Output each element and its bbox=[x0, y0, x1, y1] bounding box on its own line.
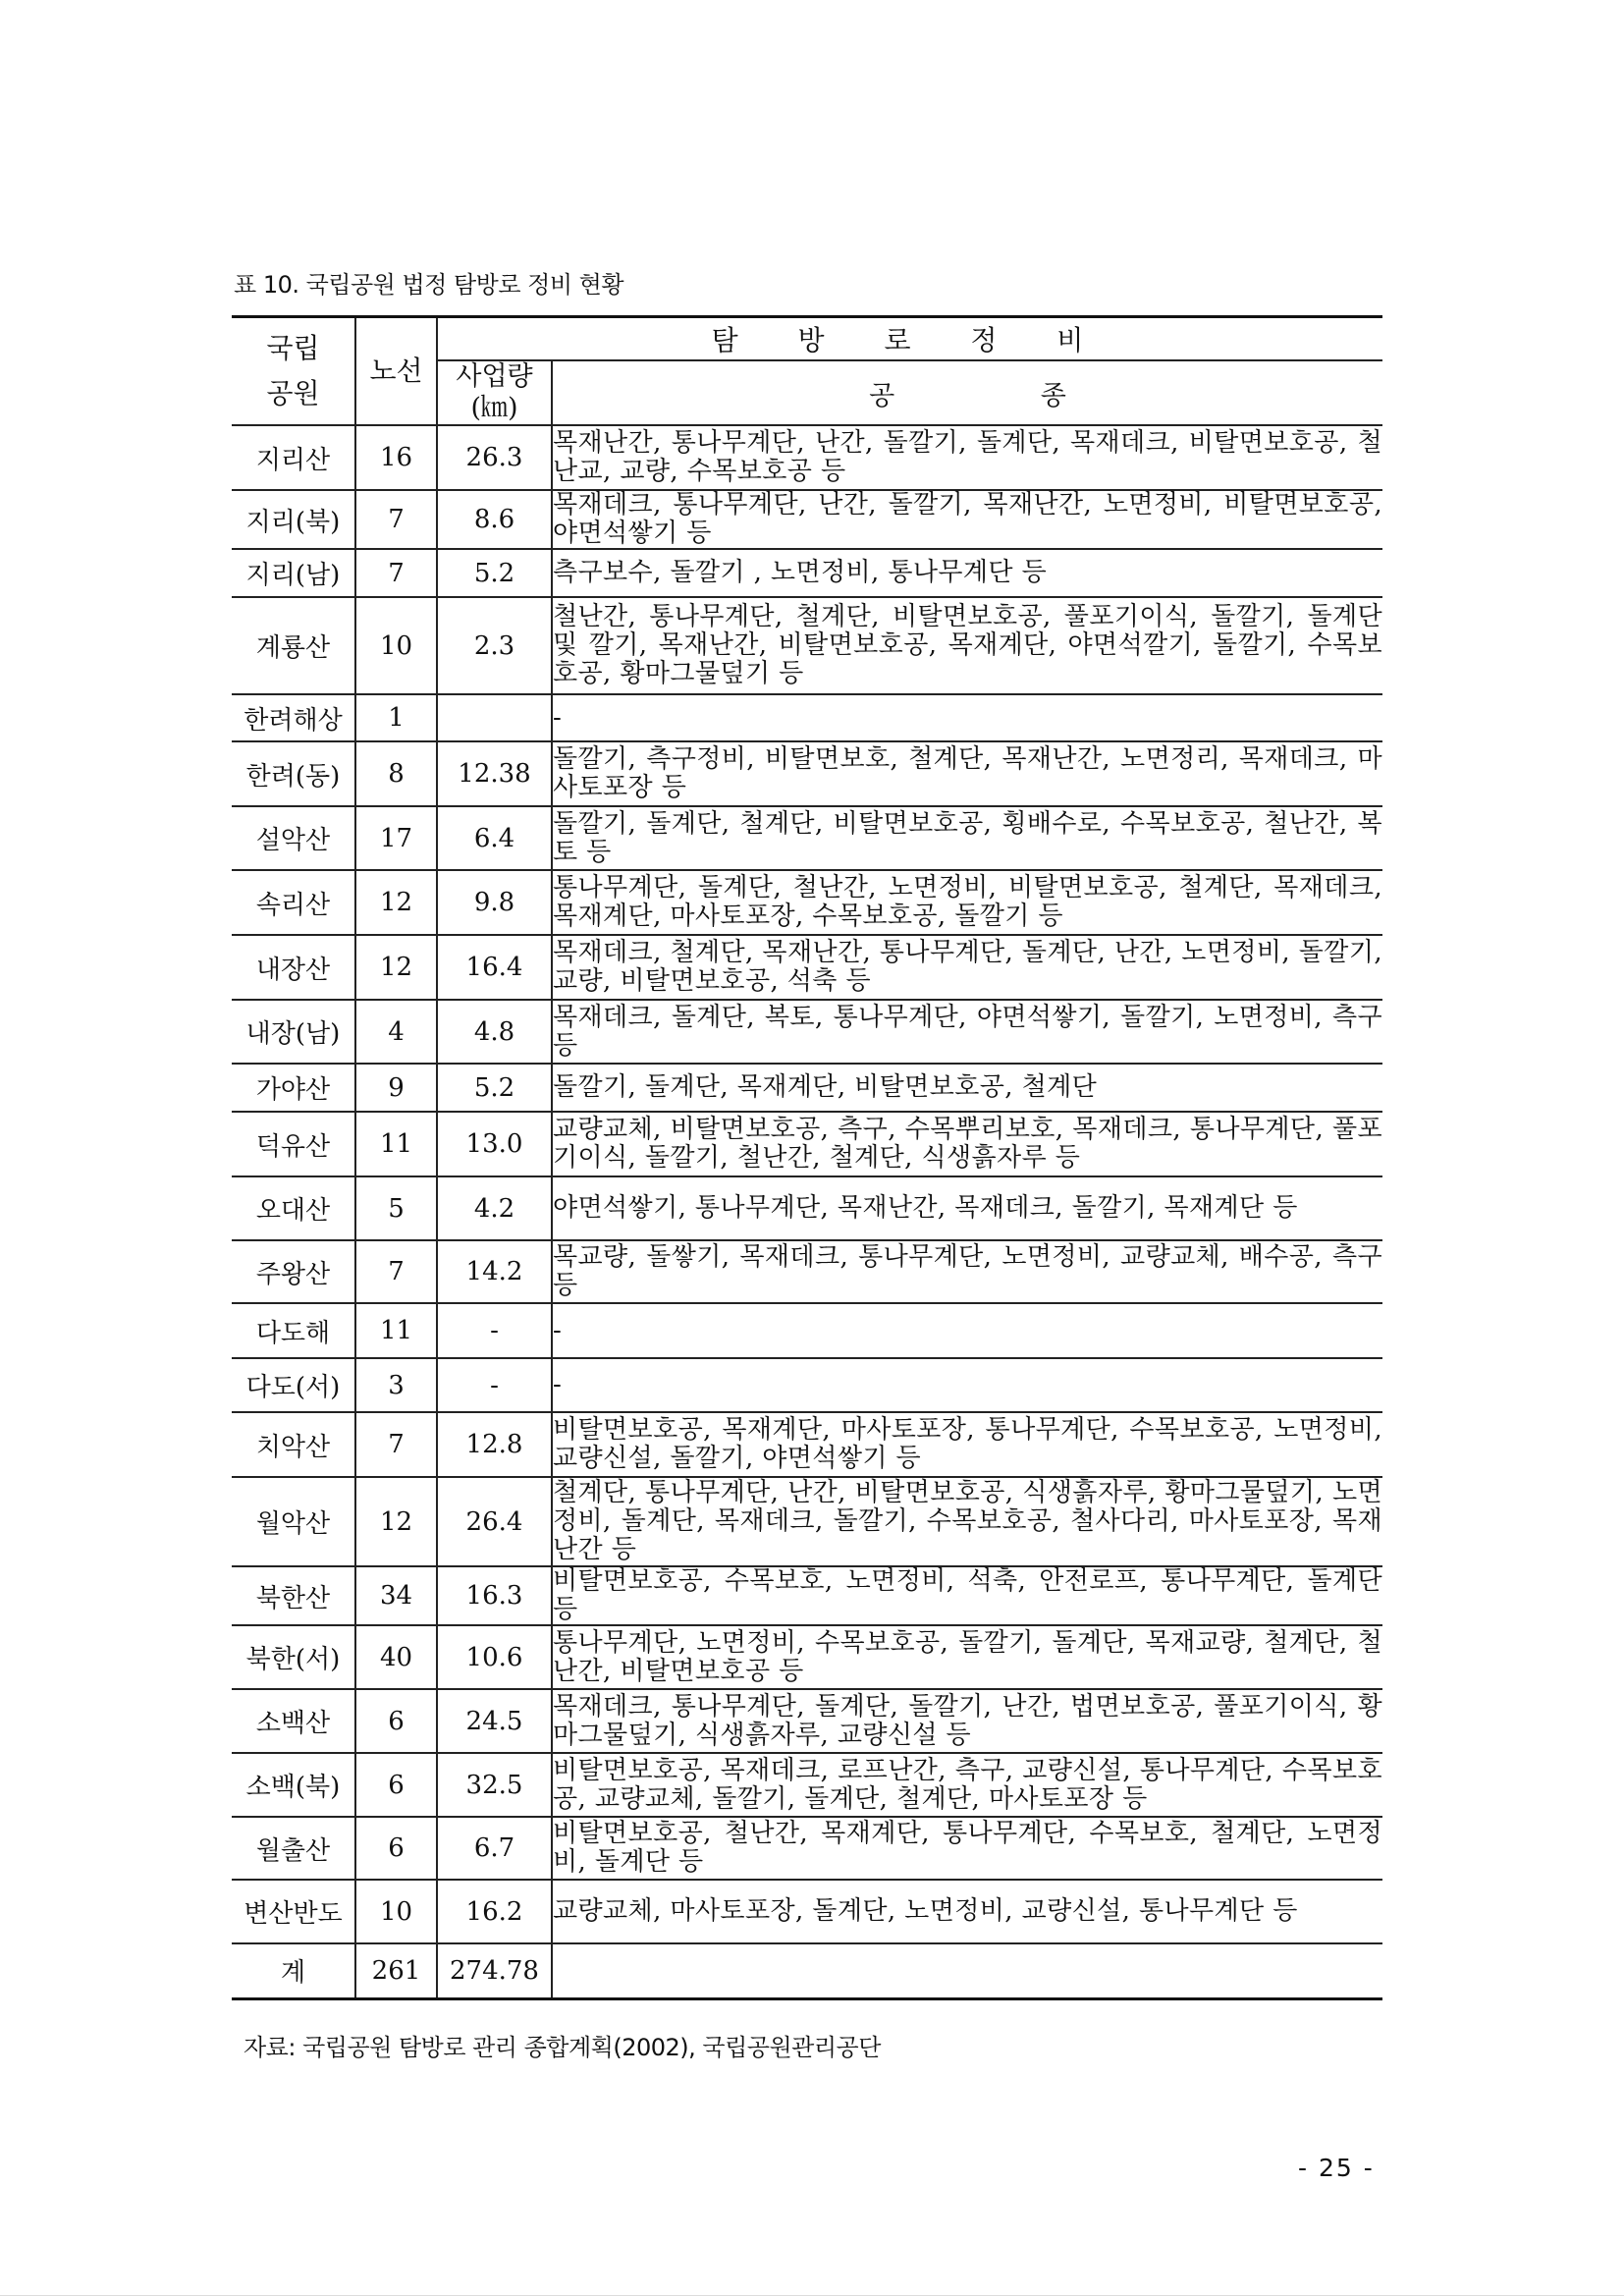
work-cell: 목재데크, 돌계단, 복토, 통나무계단, 야면석쌓기, 돌깔기, 노면정비, 측구 등 bbox=[552, 1000, 1382, 1064]
park-cell: 한려(동) bbox=[232, 741, 355, 806]
routes-cell: 1 bbox=[355, 694, 437, 741]
routes-cell: 7 bbox=[355, 1412, 437, 1477]
amount-cell: 26.3 bbox=[437, 425, 552, 490]
routes-cell: 12 bbox=[355, 1477, 437, 1566]
header-trail-maintenance: 탐 방 로 정 비 bbox=[437, 317, 1382, 361]
routes-cell: 7 bbox=[355, 490, 437, 549]
work-cell: 야면석쌓기, 통나무계단, 목재난간, 목재데크, 돌깔기, 목재계단 등 bbox=[552, 1176, 1382, 1240]
table-row bbox=[232, 1358, 1382, 1412]
source-note: 자료: 국립공원 탐방로 관리 종합계획(2002), 국립공원관리공단 bbox=[244, 2034, 881, 2061]
work-cell: 비탈면보호공, 목재계단, 마사토포장, 통나무계단, 수목보호공, 노면정비, 교량신설, 돌깔기, 야면석쌓기 등 bbox=[552, 1412, 1382, 1477]
routes-cell: 7 bbox=[355, 1240, 437, 1303]
amount-cell: 14.2 bbox=[437, 1240, 552, 1303]
work-cell: 통나무계단, 노면정비, 수목보호공, 돌깔기, 돌계단, 목재교량, 철계단, 철난간, 비탈면보호공 등 bbox=[552, 1625, 1382, 1689]
park-cell: 다도(서) bbox=[232, 1358, 355, 1412]
amount-cell: 6.4 bbox=[437, 806, 552, 870]
amount-cell: 16.4 bbox=[437, 935, 552, 1000]
header-amount-text: 사업량 (㎞) bbox=[456, 361, 533, 423]
table-row bbox=[232, 741, 1382, 806]
header-park-text: 국립 공원 bbox=[266, 332, 320, 410]
routes-cell: 9 bbox=[355, 1064, 437, 1112]
amount-cell: 274.78 bbox=[437, 1943, 552, 1998]
work-cell: 돌깔기, 돌계단, 철계단, 비탈면보호공, 횡배수로, 수목보호공, 철난간, 복토 등 bbox=[552, 806, 1382, 870]
amount-cell: 4.2 bbox=[437, 1176, 552, 1240]
work-cell: 비탈면보호공, 수목보호, 노면정비, 석축, 안전로프, 통나무계단, 돌계단 등 bbox=[553, 1566, 1382, 1624]
amount-cell bbox=[437, 694, 552, 741]
work-cell: 통나무계단, 돌계단, 철난간, 노면정비, 비탈면보호공, 철계단, 목재데크, 목재계단, 마사토포장, 수목보호공, 돌깔기 등 bbox=[552, 870, 1382, 935]
routes-cell: 16 bbox=[355, 425, 437, 490]
amount-cell: 12.8 bbox=[437, 1412, 552, 1477]
amount-cell: - bbox=[437, 1358, 552, 1412]
table-row bbox=[232, 1112, 1382, 1176]
routes-cell: 5 bbox=[355, 1176, 437, 1240]
park-cell: 오대산 bbox=[232, 1176, 355, 1240]
table-row bbox=[232, 1943, 1382, 1998]
park-cell: 북한산 bbox=[232, 1566, 355, 1625]
amount-cell: 12.38 bbox=[437, 741, 552, 806]
park-cell: 지리산 bbox=[232, 425, 355, 490]
work-cell: 목재데크, 철계단, 목재난간, 통나무계단, 돌계단, 난간, 노면정비, 돌깔기, 교량, 비탈면보호공, 석축 등 bbox=[552, 935, 1382, 1000]
work-cell: 돌깔기, 측구정비, 비탈면보호, 철계단, 목재난간, 노면정리, 목재데크, 마사토포장 등 bbox=[552, 741, 1382, 806]
routes-cell: 7 bbox=[355, 549, 437, 597]
park-cell: 설악산 bbox=[232, 806, 355, 870]
table-row bbox=[232, 1064, 1382, 1112]
routes-cell: 4 bbox=[355, 1000, 437, 1064]
routes-cell: 12 bbox=[355, 935, 437, 1000]
routes-cell: 12 bbox=[355, 870, 437, 935]
work-cell: 목교량, 돌쌓기, 목재데크, 통나무계단, 노면정비, 교량교체, 배수공, 측구 등 bbox=[552, 1240, 1382, 1303]
routes-cell: 6 bbox=[355, 1753, 437, 1817]
table-row bbox=[232, 935, 1382, 1000]
park-cell: 소백(북) bbox=[232, 1753, 355, 1817]
park-cell: 월악산 bbox=[232, 1477, 355, 1566]
routes-cell: 11 bbox=[355, 1303, 437, 1358]
table-row bbox=[232, 1412, 1382, 1477]
park-cell: 월출산 bbox=[232, 1817, 355, 1880]
amount-cell: 24.5 bbox=[437, 1689, 552, 1753]
table-row bbox=[232, 1240, 1382, 1303]
work-cell: 철난간, 통나무계단, 철계단, 비탈면보호공, 풀포기이식, 돌깔기, 돌계단 및 깔기, 목재난간, 비탈면보호공, 목재계단, 야면석깔기, 돌깔기, 수목보호공, 황마그물덮기 등 bbox=[552, 597, 1382, 694]
amount-cell: 16.3 bbox=[437, 1566, 552, 1625]
page-number: - 25 - bbox=[1298, 2154, 1375, 2182]
amount-cell: 32.5 bbox=[437, 1753, 552, 1817]
routes-cell: 10 bbox=[355, 597, 437, 694]
amount-cell: 10.6 bbox=[437, 1625, 552, 1689]
amount-cell: 26.4 bbox=[437, 1477, 552, 1566]
table-row bbox=[232, 490, 1382, 549]
park-cell: 속리산 bbox=[232, 870, 355, 935]
work-cell: 목재난간, 통나무계단, 난간, 돌깔기, 돌계단, 목재데크, 비탈면보호공, 철난교, 교량, 수목보호공 등 bbox=[552, 425, 1382, 490]
work-cell: - bbox=[552, 1303, 1382, 1358]
amount-cell: - bbox=[437, 1303, 552, 1358]
table-body bbox=[232, 425, 1382, 1998]
routes-cell: 3 bbox=[355, 1358, 437, 1412]
table-row bbox=[232, 1817, 1382, 1880]
table-row bbox=[232, 425, 1382, 490]
amount-cell: 9.8 bbox=[437, 870, 552, 935]
table-row bbox=[232, 597, 1382, 694]
park-cell: 변산반도 bbox=[232, 1880, 355, 1943]
table-row bbox=[232, 1000, 1382, 1064]
park-cell: 지리(북) bbox=[232, 490, 355, 549]
table-row bbox=[232, 694, 1382, 741]
amount-cell: 13.0 bbox=[437, 1112, 552, 1176]
amount-cell: 5.2 bbox=[437, 549, 552, 597]
park-cell: 덕유산 bbox=[232, 1112, 355, 1176]
routes-cell: 34 bbox=[355, 1566, 437, 1625]
park-cell: 주왕산 bbox=[232, 1240, 355, 1303]
park-cell: 북한(서) bbox=[232, 1625, 355, 1689]
routes-cell: 10 bbox=[355, 1880, 437, 1943]
park-cell: 치악산 bbox=[232, 1412, 355, 1477]
work-cell: 철계단, 통나무계단, 난간, 비탈면보호공, 식생흙자루, 황마그물덮기, 노면정비, 돌계단, 목재데크, 돌깔기, 수목보호공, 철사다리, 마사토포장, 목재난간 등 bbox=[553, 1478, 1382, 1564]
park-cell: 계 bbox=[232, 1943, 355, 1998]
amount-cell: 4.8 bbox=[437, 1000, 552, 1064]
park-cell: 지리(남) bbox=[232, 549, 355, 597]
table-row bbox=[232, 870, 1382, 935]
header-park bbox=[232, 317, 355, 426]
work-cell: 교량교체, 마사토포장, 돌계단, 노면정비, 교량신설, 통나무계단 등 bbox=[552, 1880, 1382, 1943]
amount-cell: 16.2 bbox=[437, 1880, 552, 1943]
table-row bbox=[232, 549, 1382, 597]
trail-maintenance-table bbox=[232, 315, 1382, 2000]
park-cell: 가야산 bbox=[232, 1064, 355, 1112]
routes-cell: 8 bbox=[355, 741, 437, 806]
park-cell: 계룡산 bbox=[232, 597, 355, 694]
amount-cell: 5.2 bbox=[437, 1064, 552, 1112]
routes-cell: 6 bbox=[355, 1817, 437, 1880]
work-cell: 돌깔기, 돌계단, 목재계단, 비탈면보호공, 철계단 bbox=[552, 1064, 1382, 1112]
routes-cell: 6 bbox=[355, 1689, 437, 1753]
table-row bbox=[232, 1625, 1382, 1689]
table-row bbox=[232, 806, 1382, 870]
park-cell: 내장산 bbox=[232, 935, 355, 1000]
table-row bbox=[232, 1880, 1382, 1943]
work-cell: 비탈면보호공, 철난간, 목재계단, 통나무계단, 수목보호, 철계단, 노면정비, 돌계단 등 bbox=[552, 1817, 1382, 1880]
work-cell: - bbox=[552, 694, 1382, 741]
routes-cell: 40 bbox=[355, 1625, 437, 1689]
table-row bbox=[232, 1689, 1382, 1753]
park-cell: 소백산 bbox=[232, 1689, 355, 1753]
work-cell: - bbox=[552, 1358, 1382, 1412]
park-cell: 내장(남) bbox=[232, 1000, 355, 1064]
table-row bbox=[232, 1566, 1382, 1625]
park-cell: 다도해 bbox=[232, 1303, 355, 1358]
header-amount bbox=[437, 360, 552, 425]
amount-cell: 8.6 bbox=[437, 490, 552, 549]
header-routes: 노선 bbox=[355, 317, 437, 426]
routes-cell: 17 bbox=[355, 806, 437, 870]
header-work-type: 공 종 bbox=[552, 360, 1382, 425]
work-cell: 목재데크, 통나무계단, 난간, 돌깔기, 목재난간, 노면정비, 비탈면보호공, 야면석쌓기 등 bbox=[553, 490, 1382, 548]
work-cell: 교량교체, 비탈면보호공, 측구, 수목뿌리보호, 목재데크, 통나무계단, 풀포기이식, 돌깔기, 철난간, 철계단, 식생흙자루 등 bbox=[552, 1112, 1382, 1176]
work-cell bbox=[552, 1943, 1382, 1998]
table-row bbox=[232, 1477, 1382, 1566]
table-row bbox=[232, 1176, 1382, 1240]
routes-cell: 261 bbox=[355, 1943, 437, 1998]
work-cell: 비탈면보호공, 목재데크, 로프난간, 측구, 교량신설, 통나무계단, 수목보호공, 교량교체, 돌깔기, 돌계단, 철계단, 마사토포장 등 bbox=[552, 1753, 1382, 1817]
amount-cell: 2.3 bbox=[437, 597, 552, 694]
work-cell: 목재데크, 통나무계단, 돌계단, 돌깔기, 난간, 법면보호공, 풀포기이식, 황마그물덮기, 식생흙자루, 교량신설 등 bbox=[552, 1689, 1382, 1753]
amount-cell: 6.7 bbox=[437, 1817, 552, 1880]
table-row bbox=[232, 1303, 1382, 1358]
table-caption: 표 10. 국립공원 법정 탐방로 정비 현황 bbox=[234, 271, 624, 299]
work-cell: 측구보수, 돌깔기 , 노면정비, 통나무계단 등 bbox=[552, 549, 1382, 597]
park-cell: 한려해상 bbox=[232, 694, 355, 741]
table-row bbox=[232, 1753, 1382, 1817]
routes-cell: 11 bbox=[355, 1112, 437, 1176]
